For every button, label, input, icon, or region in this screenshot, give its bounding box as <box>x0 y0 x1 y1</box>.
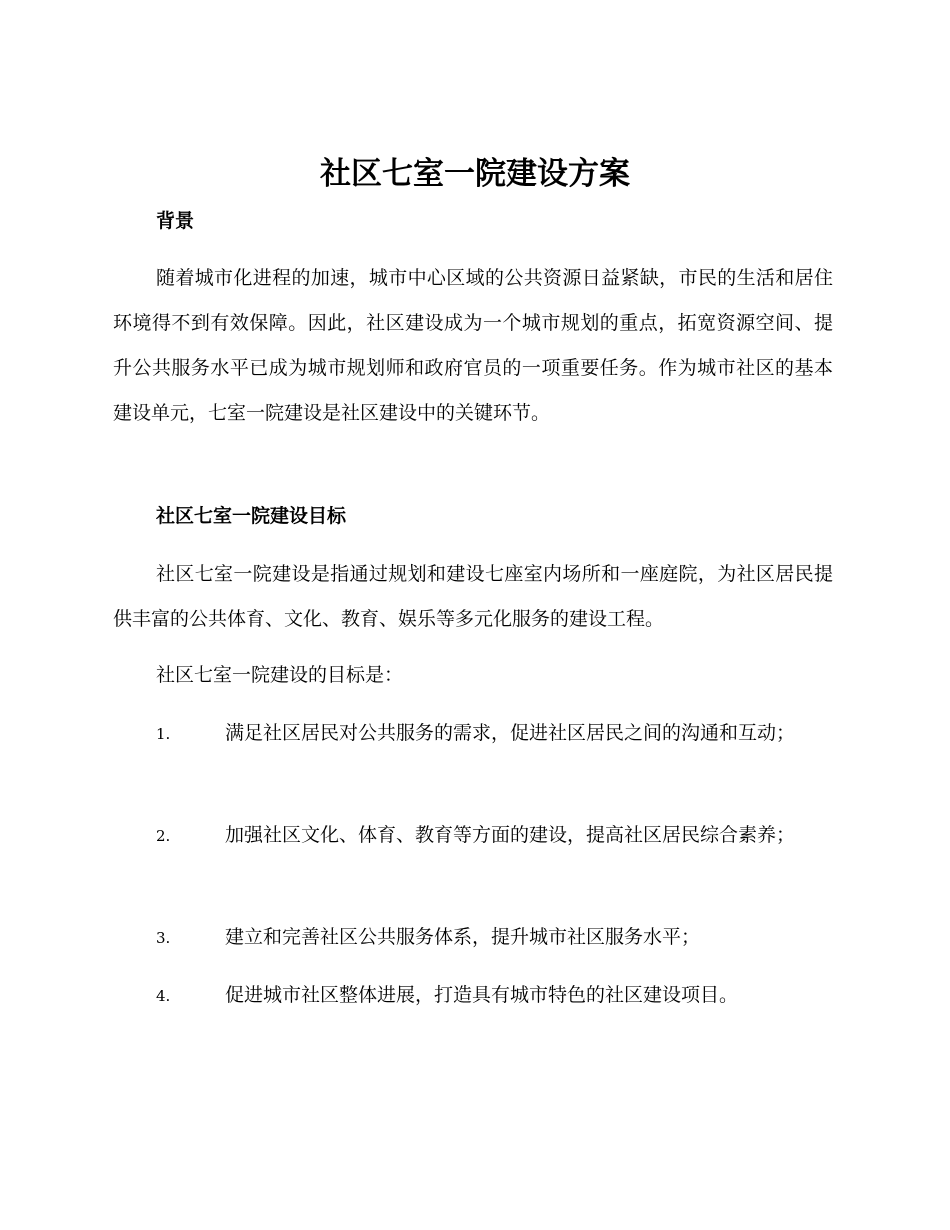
list-item-number: 4. <box>156 987 171 1005</box>
goal-list-item <box>113 813 833 859</box>
list-item-text: 加强社区文化、体育、教育等方面的建设，提高社区居民综合素养； <box>225 824 796 846</box>
goal-list-item <box>113 711 833 757</box>
list-item-number: 3. <box>156 929 171 947</box>
goals-intro-paragraph: 社区七室一院建设是指通过规划和建设七座室内场所和一座庭院，为社区居民提供丰富的公共体育、文化、教育、娱乐等多元化服务的建设工程。 <box>113 563 833 630</box>
page-title: 社区七室一院建设方案 <box>320 156 630 192</box>
list-item-text: 促进城市社区整体进展，打造具有城市特色的社区建设项目。 <box>225 984 739 1006</box>
list-item-number: 2. <box>156 827 171 845</box>
list-item-text: 满足社区居民对公共服务的需求，促进社区居民之间的沟通和互动； <box>225 722 796 744</box>
section-heading-goals: 社区七室一院建设目标 <box>156 505 347 527</box>
section-heading-background: 背景 <box>156 210 195 232</box>
goal-list-item <box>113 915 833 961</box>
background-paragraph: 随着城市化进程的加速，城市中心区域的公共资源日益紧缺，市民的生活和居住环境得不到有效保障。因此，社区建设成为一个城市规划的重点，拓宽资源空间、提升公共服务水平已成为城市规划师和政府官员的一项重要任务。作为城市社区的基本建设单元，七室一院建设是社区建设中的关键环节。 <box>113 267 833 424</box>
list-item-number: 1. <box>156 725 171 743</box>
list-item-text: 建立和完善社区公共服务体系，提升城市社区服务水平； <box>225 926 701 948</box>
goals-lead-in-paragraph: 社区七室一院建设的目标是： <box>156 664 404 686</box>
goal-list-item <box>113 973 833 1019</box>
